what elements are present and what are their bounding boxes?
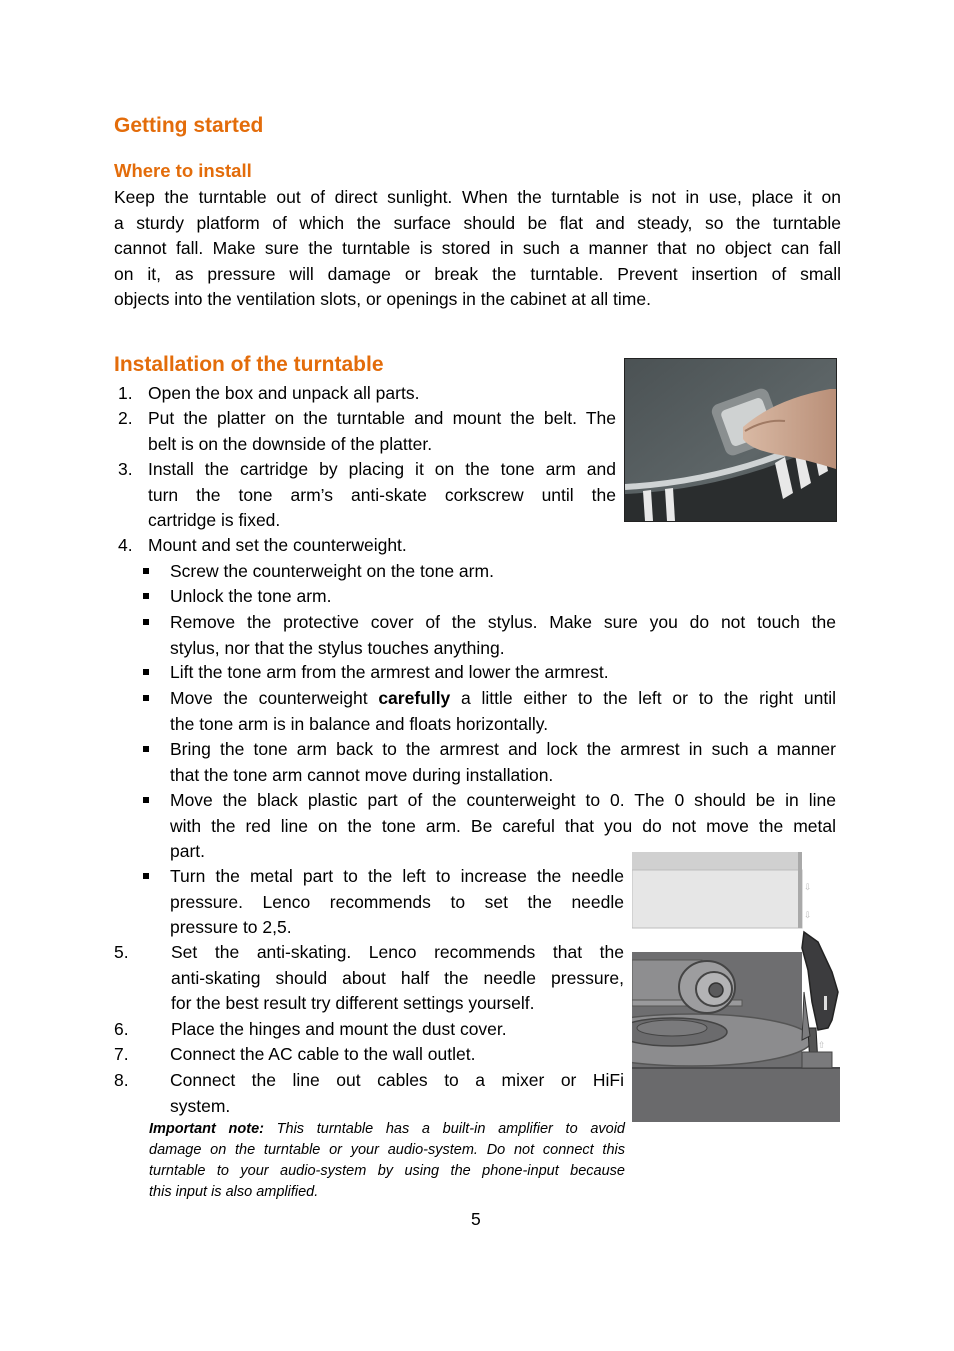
bullet-text-part: Move the counterweight	[170, 688, 379, 708]
bullet-square	[143, 619, 149, 625]
paragraph-line: cannot fall. Make sure the turntable is stored in such a manner that no object can fall	[114, 238, 841, 258]
step-1-number: 1.	[118, 383, 133, 403]
step-6-text: Place the hinges and mount the dust cover.	[171, 1019, 507, 1039]
note-text: This turntable has a built-in amplifier to avoid	[263, 1121, 625, 1137]
bullet-line: Turn the metal part to the left to increase the needle	[170, 866, 624, 886]
step-line: Set the anti-skating. Lenco recommends that the	[171, 942, 624, 962]
step-2-text	[148, 406, 616, 457]
step-1-text: Open the box and unpack all parts.	[148, 383, 420, 403]
important-note	[149, 1119, 625, 1203]
bullet-square	[143, 669, 149, 675]
step-8-number: 8.	[114, 1070, 129, 1090]
page-number: 5	[471, 1209, 481, 1229]
note-line: this input is also amplified.	[149, 1184, 319, 1200]
step-7-number: 7.	[114, 1044, 129, 1064]
heading-installation: Installation of the turntable	[114, 353, 384, 376]
section-title-getting-started: Getting started	[114, 114, 264, 137]
step-line: cartridge is fixed.	[148, 510, 281, 530]
svg-text:⇧: ⇧	[818, 1041, 826, 1051]
step-4-number: 4.	[118, 535, 133, 555]
paragraph-line: objects into the ventilation slots, or openings in the cabinet at all time.	[114, 289, 651, 309]
step-6-number: 6.	[114, 1019, 129, 1039]
bullet-text: Lift the tone arm from the armrest and lower the armrest.	[170, 662, 609, 682]
step-7-text: Connect the AC cable to the wall outlet.	[170, 1044, 476, 1064]
step-8-text	[170, 1068, 624, 1119]
step-5-number: 5.	[114, 942, 129, 962]
step-2-number: 2.	[118, 408, 133, 428]
note-line: damage on the turntable or your audio-system. Do not connect this	[149, 1142, 625, 1158]
bullet-line: stylus, nor that the stylus touches anything.	[170, 637, 505, 658]
bullet-text: Screw the counterweight on the tone arm.	[170, 561, 494, 581]
step-line: belt is on the downside of the platter.	[148, 433, 433, 454]
step-3-text	[148, 457, 616, 534]
step-line: for the best result try different settings yourself.	[171, 993, 535, 1013]
bullet-text	[170, 737, 836, 788]
bullet-square	[143, 568, 149, 574]
bullet-line: pressure to 2,5.	[170, 917, 292, 937]
bullet-line: the tone arm is in balance and floats horizontally.	[170, 713, 549, 734]
step-line: turn the tone arm’s anti-skate corkscrew until the	[148, 484, 616, 505]
platter-photo-image	[625, 359, 836, 521]
bullet-line: Bring the tone arm back to the armrest and lock the armrest in such a manner	[170, 739, 836, 759]
bullet-line: that the tone arm cannot move during installation.	[170, 764, 554, 785]
bullet-square	[143, 873, 149, 879]
step-line: Put the platter on the turntable and mount the belt. The	[148, 408, 616, 428]
bullet-square	[143, 746, 149, 752]
note-line: turntable to your audio-system by using the phone-input because	[149, 1163, 625, 1179]
bullet-line: Move the black plastic part of the counterweight to 0. The 0 should be in line	[170, 790, 836, 810]
paragraph-line: on it, as pressure will damage or break the turntable. Prevent insertion of small	[114, 263, 841, 284]
bullet-line: with the red line on the tone arm. Be careful that you do not move the metal	[170, 815, 836, 836]
bullet-text-part: a little either to the left or to the right until	[450, 688, 836, 708]
svg-text:⇩: ⇩	[804, 883, 812, 893]
bullet-text	[170, 864, 624, 941]
bullet-text	[170, 610, 836, 661]
step-5-text	[171, 940, 624, 1017]
hinge-illustration-image	[632, 852, 840, 1122]
step-4-text: Mount and set the counterweight.	[148, 535, 407, 555]
bullet-bold-word: carefully	[378, 688, 451, 708]
hinge-illustration	[632, 852, 840, 1122]
step-line: Connect the line out cables to a mixer or HiFi	[170, 1070, 624, 1090]
bullet-line: Remove the protective cover of the stylus. Make sure you do not touch the	[170, 612, 836, 632]
where-to-install-paragraph	[114, 185, 841, 313]
bullet-line	[170, 686, 836, 712]
bullet-square	[143, 593, 149, 599]
svg-text:⇩: ⇩	[804, 911, 812, 921]
bullet-line: pressure. Lenco recommends to set the needle	[170, 891, 624, 912]
step-line: anti-skating should about half the needle pressure,	[171, 967, 624, 988]
bullet-text: Unlock the tone arm.	[170, 586, 332, 606]
bullet-line: part.	[170, 841, 206, 861]
heading-where-to-install: Where to install	[114, 160, 252, 181]
paragraph-line: a sturdy platform of which the surface should be flat and steady, so the turntable	[114, 212, 841, 233]
bullet-square	[143, 797, 149, 803]
step-line: Install the cartridge by placing it on the tone arm and	[148, 459, 616, 479]
note-line	[149, 1119, 625, 1140]
paragraph-line: Keep the turntable out of direct sunlight. When the turntable is not in use, place it on	[114, 187, 841, 207]
step-line: system.	[170, 1095, 231, 1116]
note-label: Important note:	[149, 1121, 264, 1137]
bullet-square	[143, 695, 149, 701]
bullet-text	[170, 686, 836, 737]
step-3-number: 3.	[118, 459, 133, 479]
platter-photo	[624, 358, 837, 522]
